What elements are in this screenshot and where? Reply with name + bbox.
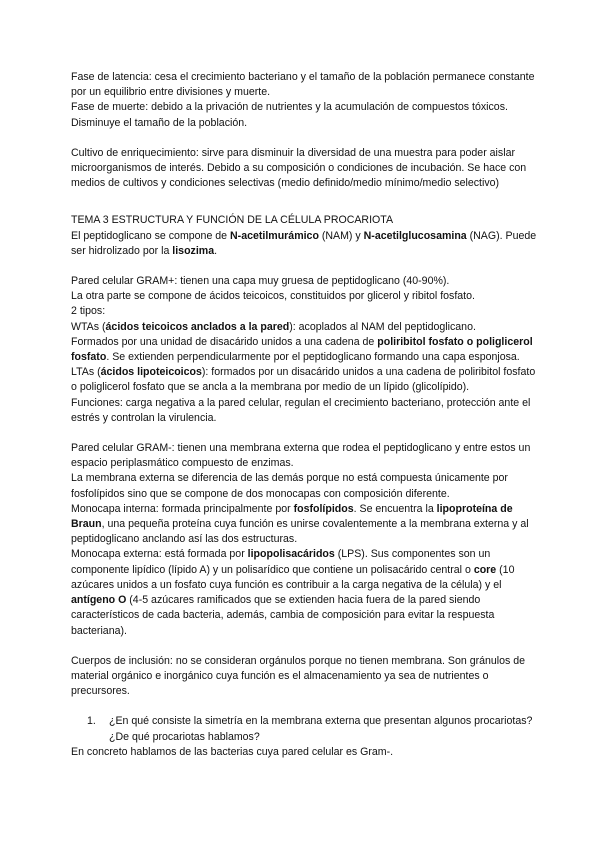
paragraph-tipos: 2 tipos: <box>71 305 106 318</box>
text-span: Formados por una unidad de disacárido unidos a una cadena de <box>71 335 378 348</box>
paragraph-membrana-externa: La membrana externa se diferencia de las demás porque no está compuesta únicamente por fosfolípidos sino que se compone de dos monocapas con composición diferente. <box>71 472 508 500</box>
paragraph-answer: En concreto hablamos de las bacterias cuya pared celular es Gram-. <box>71 745 394 758</box>
paragraph-monocapa-interna <box>71 502 540 548</box>
text-span: (NAM) y <box>318 229 364 242</box>
text-span: (10 azúcares unidos a un fosfato cuya función es contribuir a la carga negativa de la célula) y el <box>71 563 515 591</box>
text-span: (NAG). Puede ser hidrolizado por la <box>71 229 537 257</box>
text-span: . Se extienden perpendicularmente por el peptidoglicano formando una capa esponjosa. <box>106 351 520 364</box>
text-span: El peptidoglicano se compone de <box>71 229 231 242</box>
bold-term: fosfolípidos <box>293 502 354 515</box>
paragraph-fase-latencia: Fase de latencia: cesa el crecimiento bacteriano y el tamaño de la población permanece constante por un equilibrio entre divisiones y muerte. <box>71 71 535 99</box>
paragraph-peptidoglicano <box>71 229 540 259</box>
bold-term: ácidos teicoicos anclados a la pared <box>105 320 290 333</box>
text-span: WTAs ( <box>71 320 106 333</box>
bold-term: N-acetilmurámico <box>230 229 319 242</box>
paragraph-fase-muerte: Fase de muerte: debido a la privación de nutrientes y la acumulación de compuestos tóxicos. Disminuye el tamaño de la población. <box>71 101 508 129</box>
paragraph-gram-positive: Pared celular GRAM+: tienen una capa muy gruesa de peptidoglicano (40-90%). <box>71 275 450 288</box>
bold-term: poliribitol fosfato o poliglicerol fosfato <box>71 335 533 364</box>
bold-term: lisozima <box>172 244 215 257</box>
section-heading: TEMA 3 ESTRUCTURA Y FUNCIÓN DE LA CÉLULA PROCARIOTA <box>71 214 394 227</box>
bold-term: antígeno O <box>71 594 127 607</box>
question-number: 1. <box>87 715 96 728</box>
numbered-question <box>71 714 540 744</box>
paragraph-gram-negative: Pared celular GRAM-: tienen una membrana externa que rodea el peptidoglicano y entre estos un espacio periplasmático compuesto de enzimas. <box>71 442 531 470</box>
bold-term: lipopolisacáridos <box>247 548 335 561</box>
paragraph-wtas <box>71 320 540 335</box>
text-span: Monocapa interna: formada principalmente por <box>71 502 294 515</box>
question-text: ¿En qué consiste la simetría en la membrana externa que presentan algunos procariotas? ¿De qué procariotas hablamos? <box>109 715 533 743</box>
paragraph-cultivo-enriquecimiento: Cultivo de enriquecimiento: sirve para disminuir la diversidad de una muestra para poder aislar microorganismos de interés. Debido a su composición o condiciones de incubación. Se hace con medios de cultivos y condiciones selectivas (medio definido/medio mínimo/medio selectivo) <box>71 146 527 190</box>
paragraph-funciones: Funciones: carga negativa a la pared celular, regulan el crecimiento bacteriano, protección ante el estrés y controlan la virulencia. <box>71 396 531 424</box>
paragraph-teicoicos: La otra parte se compone de ácidos teicoicos, constituidos por glicerol y ribitol fosfato. <box>71 290 475 303</box>
paragraph-formados <box>71 335 540 365</box>
bold-term: lipoproteína de Braun <box>71 502 513 531</box>
text-span: , una pequeña proteína cuya función es unirse covalentemente a la membrana externa y al peptidoglicano anclando así las dos estructuras. <box>71 518 529 546</box>
text-span: (LPS). Sus componentes son un componente lipídico (lípido A) y un polisarídico que contiene un polisacárido central o <box>71 548 491 576</box>
bold-term: ácidos lipoteicoicos <box>100 366 202 379</box>
bold-term: core <box>473 563 497 576</box>
text-span: LTAs ( <box>71 366 101 379</box>
paragraph-ltas <box>71 365 540 395</box>
text-span: Monocapa externa: está formada por <box>71 548 248 561</box>
text-span: . <box>214 244 218 257</box>
paragraph-cuerpos-inclusion: Cuerpos de inclusión: no se consideran orgánulos porque no tienen membrana. Son gránulos de material orgánico e inorgánico cuya función es el almacenamiento ya sea de nutrientes o precursores. <box>71 654 526 698</box>
text-span: ): formados por un disacárido unidos a una cadena de poliribitol fosfato o poliglicerol fosfato que se ancla a la membrana por medio de un lípido (glicolípido). <box>71 366 536 394</box>
paragraph-monocapa-externa <box>71 547 540 638</box>
bold-term: N-acetilglucosamina <box>363 229 467 242</box>
text-span: . Se encuentra la <box>353 502 437 515</box>
text-span: (4-5 azúcares ramificados que se extienden hacia fuera de la pared siendo característicos de cada bacteria, además, cambia de composición para evitar la respuesta bacteriana). <box>71 594 495 637</box>
text-span: ): acoplados al NAM del peptidoglicano. <box>289 320 476 333</box>
